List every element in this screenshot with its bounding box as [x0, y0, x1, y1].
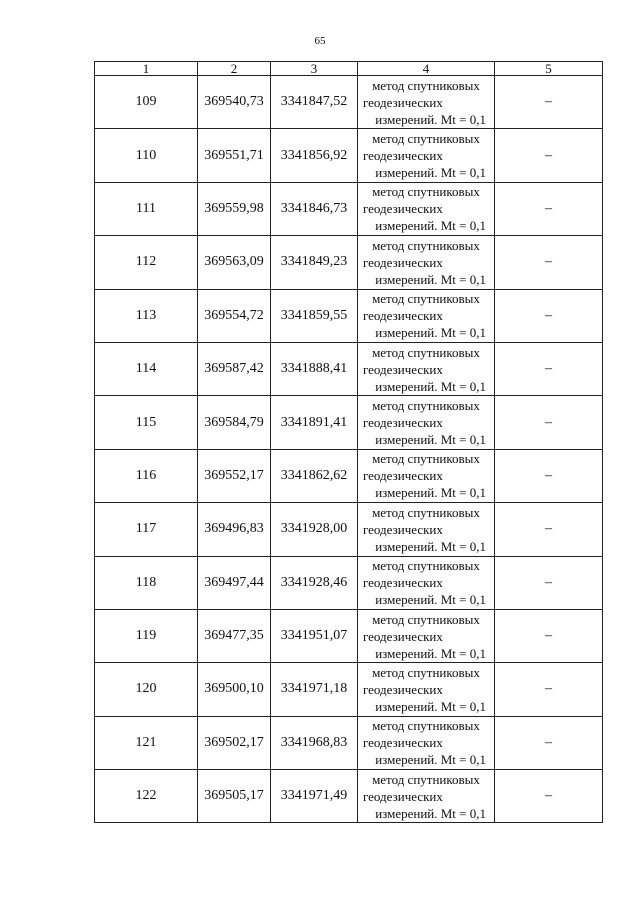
- method-line: измерений. Mt = 0,1: [375, 165, 486, 181]
- y-coordinate-cell: 3341928,00: [271, 503, 358, 556]
- y-coordinate-cell: 3341971,49: [271, 770, 358, 823]
- method-cell: [358, 716, 495, 769]
- method-line: измерений. Mt = 0,1: [375, 805, 486, 821]
- method-line: геодезических: [363, 94, 443, 110]
- y-coordinate-cell: 3341888,41: [271, 342, 358, 395]
- table-row: [95, 503, 603, 556]
- method-line: геодезических: [363, 468, 443, 484]
- x-coordinate-cell: 369497,44: [198, 556, 271, 609]
- point-number-cell: 116: [95, 449, 198, 502]
- note-cell: –: [495, 556, 603, 609]
- point-number-cell: 114: [95, 342, 198, 395]
- table-row: [95, 609, 603, 662]
- y-coordinate-cell: 3341891,41: [271, 396, 358, 449]
- x-coordinate-cell: 369584,79: [198, 396, 271, 449]
- method-line: геодезических: [363, 521, 443, 537]
- method-line: метод спутниковых: [372, 504, 480, 520]
- point-number-cell: 120: [95, 663, 198, 716]
- method-line: измерений. Mt = 0,1: [375, 325, 486, 341]
- header-cell-1: 1: [95, 62, 198, 76]
- table-row: [95, 129, 603, 182]
- method-line: метод спутниковых: [372, 184, 480, 200]
- note-cell: –: [495, 236, 603, 289]
- table-row: [95, 236, 603, 289]
- point-number-cell: 121: [95, 716, 198, 769]
- x-coordinate-cell: 369552,17: [198, 449, 271, 502]
- method-cell: [358, 182, 495, 235]
- method-line: метод спутниковых: [372, 291, 480, 307]
- method-cell: [358, 770, 495, 823]
- method-line: измерений. Mt = 0,1: [375, 271, 486, 287]
- method-cell: [358, 556, 495, 609]
- note-cell: –: [495, 76, 603, 129]
- x-coordinate-cell: 369587,42: [198, 342, 271, 395]
- point-number-cell: 118: [95, 556, 198, 609]
- method-line: метод спутниковых: [372, 398, 480, 414]
- method-line: геодезических: [363, 735, 443, 751]
- y-coordinate-cell: 3341971,18: [271, 663, 358, 716]
- x-coordinate-cell: 369551,71: [198, 129, 271, 182]
- method-line: метод спутниковых: [372, 77, 480, 93]
- x-coordinate-cell: 369505,17: [198, 770, 271, 823]
- x-coordinate-cell: 369496,83: [198, 503, 271, 556]
- point-number-cell: 115: [95, 396, 198, 449]
- y-coordinate-cell: 3341849,23: [271, 236, 358, 289]
- method-cell: [358, 449, 495, 502]
- method-line: измерений. Mt = 0,1: [375, 432, 486, 448]
- y-coordinate-cell: 3341968,83: [271, 716, 358, 769]
- method-line: геодезических: [363, 308, 443, 324]
- method-line: измерений. Mt = 0,1: [375, 538, 486, 554]
- method-line: измерений. Mt = 0,1: [375, 752, 486, 768]
- method-line: метод спутниковых: [372, 451, 480, 467]
- y-coordinate-cell: 3341862,62: [271, 449, 358, 502]
- method-line: измерений. Mt = 0,1: [375, 111, 486, 127]
- method-cell: [358, 396, 495, 449]
- x-coordinate-cell: 369554,72: [198, 289, 271, 342]
- table-header-row: [95, 62, 603, 76]
- x-coordinate-cell: 369500,10: [198, 663, 271, 716]
- method-line: метод спутниковых: [372, 611, 480, 627]
- table-row: [95, 396, 603, 449]
- x-coordinate-cell: 369540,73: [198, 76, 271, 129]
- note-cell: –: [495, 396, 603, 449]
- method-cell: [358, 76, 495, 129]
- note-cell: –: [495, 503, 603, 556]
- x-coordinate-cell: 369477,35: [198, 609, 271, 662]
- method-cell: [358, 609, 495, 662]
- method-line: геодезических: [363, 254, 443, 270]
- method-line: геодезических: [363, 788, 443, 804]
- method-line: измерений. Mt = 0,1: [375, 645, 486, 661]
- x-coordinate-cell: 369502,17: [198, 716, 271, 769]
- method-line: измерений. Mt = 0,1: [375, 592, 486, 608]
- table-row: [95, 449, 603, 502]
- point-number-cell: 113: [95, 289, 198, 342]
- method-line: метод спутниковых: [372, 131, 480, 147]
- table-row: [95, 556, 603, 609]
- method-line: измерений. Mt = 0,1: [375, 378, 486, 394]
- method-cell: [358, 289, 495, 342]
- method-line: геодезических: [363, 575, 443, 591]
- coordinates-table: [94, 61, 603, 823]
- point-number-cell: 122: [95, 770, 198, 823]
- x-coordinate-cell: 369559,98: [198, 182, 271, 235]
- method-line: метод спутниковых: [372, 718, 480, 734]
- method-line: геодезических: [363, 415, 443, 431]
- table-row: [95, 663, 603, 716]
- y-coordinate-cell: 3341847,52: [271, 76, 358, 129]
- method-line: метод спутниковых: [372, 771, 480, 787]
- point-number-cell: 117: [95, 503, 198, 556]
- header-cell-2: 2: [198, 62, 271, 76]
- method-line: геодезических: [363, 201, 443, 217]
- method-line: метод спутниковых: [372, 237, 480, 253]
- method-cell: [358, 129, 495, 182]
- header-cell-4: 4: [358, 62, 495, 76]
- note-cell: –: [495, 770, 603, 823]
- note-cell: –: [495, 609, 603, 662]
- point-number-cell: 112: [95, 236, 198, 289]
- x-coordinate-cell: 369563,09: [198, 236, 271, 289]
- method-cell: [358, 236, 495, 289]
- method-line: метод спутниковых: [372, 344, 480, 360]
- point-number-cell: 110: [95, 129, 198, 182]
- method-line: геодезических: [363, 148, 443, 164]
- method-cell: [358, 503, 495, 556]
- y-coordinate-cell: 3341859,55: [271, 289, 358, 342]
- page-number: 65: [314, 35, 326, 47]
- method-line: измерений. Mt = 0,1: [375, 218, 486, 234]
- method-cell: [358, 663, 495, 716]
- y-coordinate-cell: 3341951,07: [271, 609, 358, 662]
- note-cell: –: [495, 449, 603, 502]
- note-cell: –: [495, 182, 603, 235]
- table-row: [95, 76, 603, 129]
- note-cell: –: [495, 663, 603, 716]
- y-coordinate-cell: 3341856,92: [271, 129, 358, 182]
- method-line: измерений. Mt = 0,1: [375, 485, 486, 501]
- method-line: геодезических: [363, 681, 443, 697]
- method-cell: [358, 342, 495, 395]
- method-line: геодезических: [363, 361, 443, 377]
- table-row: [95, 289, 603, 342]
- point-number-cell: 119: [95, 609, 198, 662]
- note-cell: –: [495, 289, 603, 342]
- y-coordinate-cell: 3341928,46: [271, 556, 358, 609]
- method-line: метод спутниковых: [372, 558, 480, 574]
- method-line: измерений. Mt = 0,1: [375, 698, 486, 714]
- header-cell-5: 5: [495, 62, 603, 76]
- note-cell: –: [495, 716, 603, 769]
- table-row: [95, 716, 603, 769]
- note-cell: –: [495, 342, 603, 395]
- table-row: [95, 182, 603, 235]
- note-cell: –: [495, 129, 603, 182]
- point-number-cell: 109: [95, 76, 198, 129]
- y-coordinate-cell: 3341846,73: [271, 182, 358, 235]
- method-line: геодезических: [363, 628, 443, 644]
- point-number-cell: 111: [95, 182, 198, 235]
- header-cell-3: 3: [271, 62, 358, 76]
- method-line: метод спутниковых: [372, 664, 480, 680]
- table-row: [95, 342, 603, 395]
- table-row: [95, 770, 603, 823]
